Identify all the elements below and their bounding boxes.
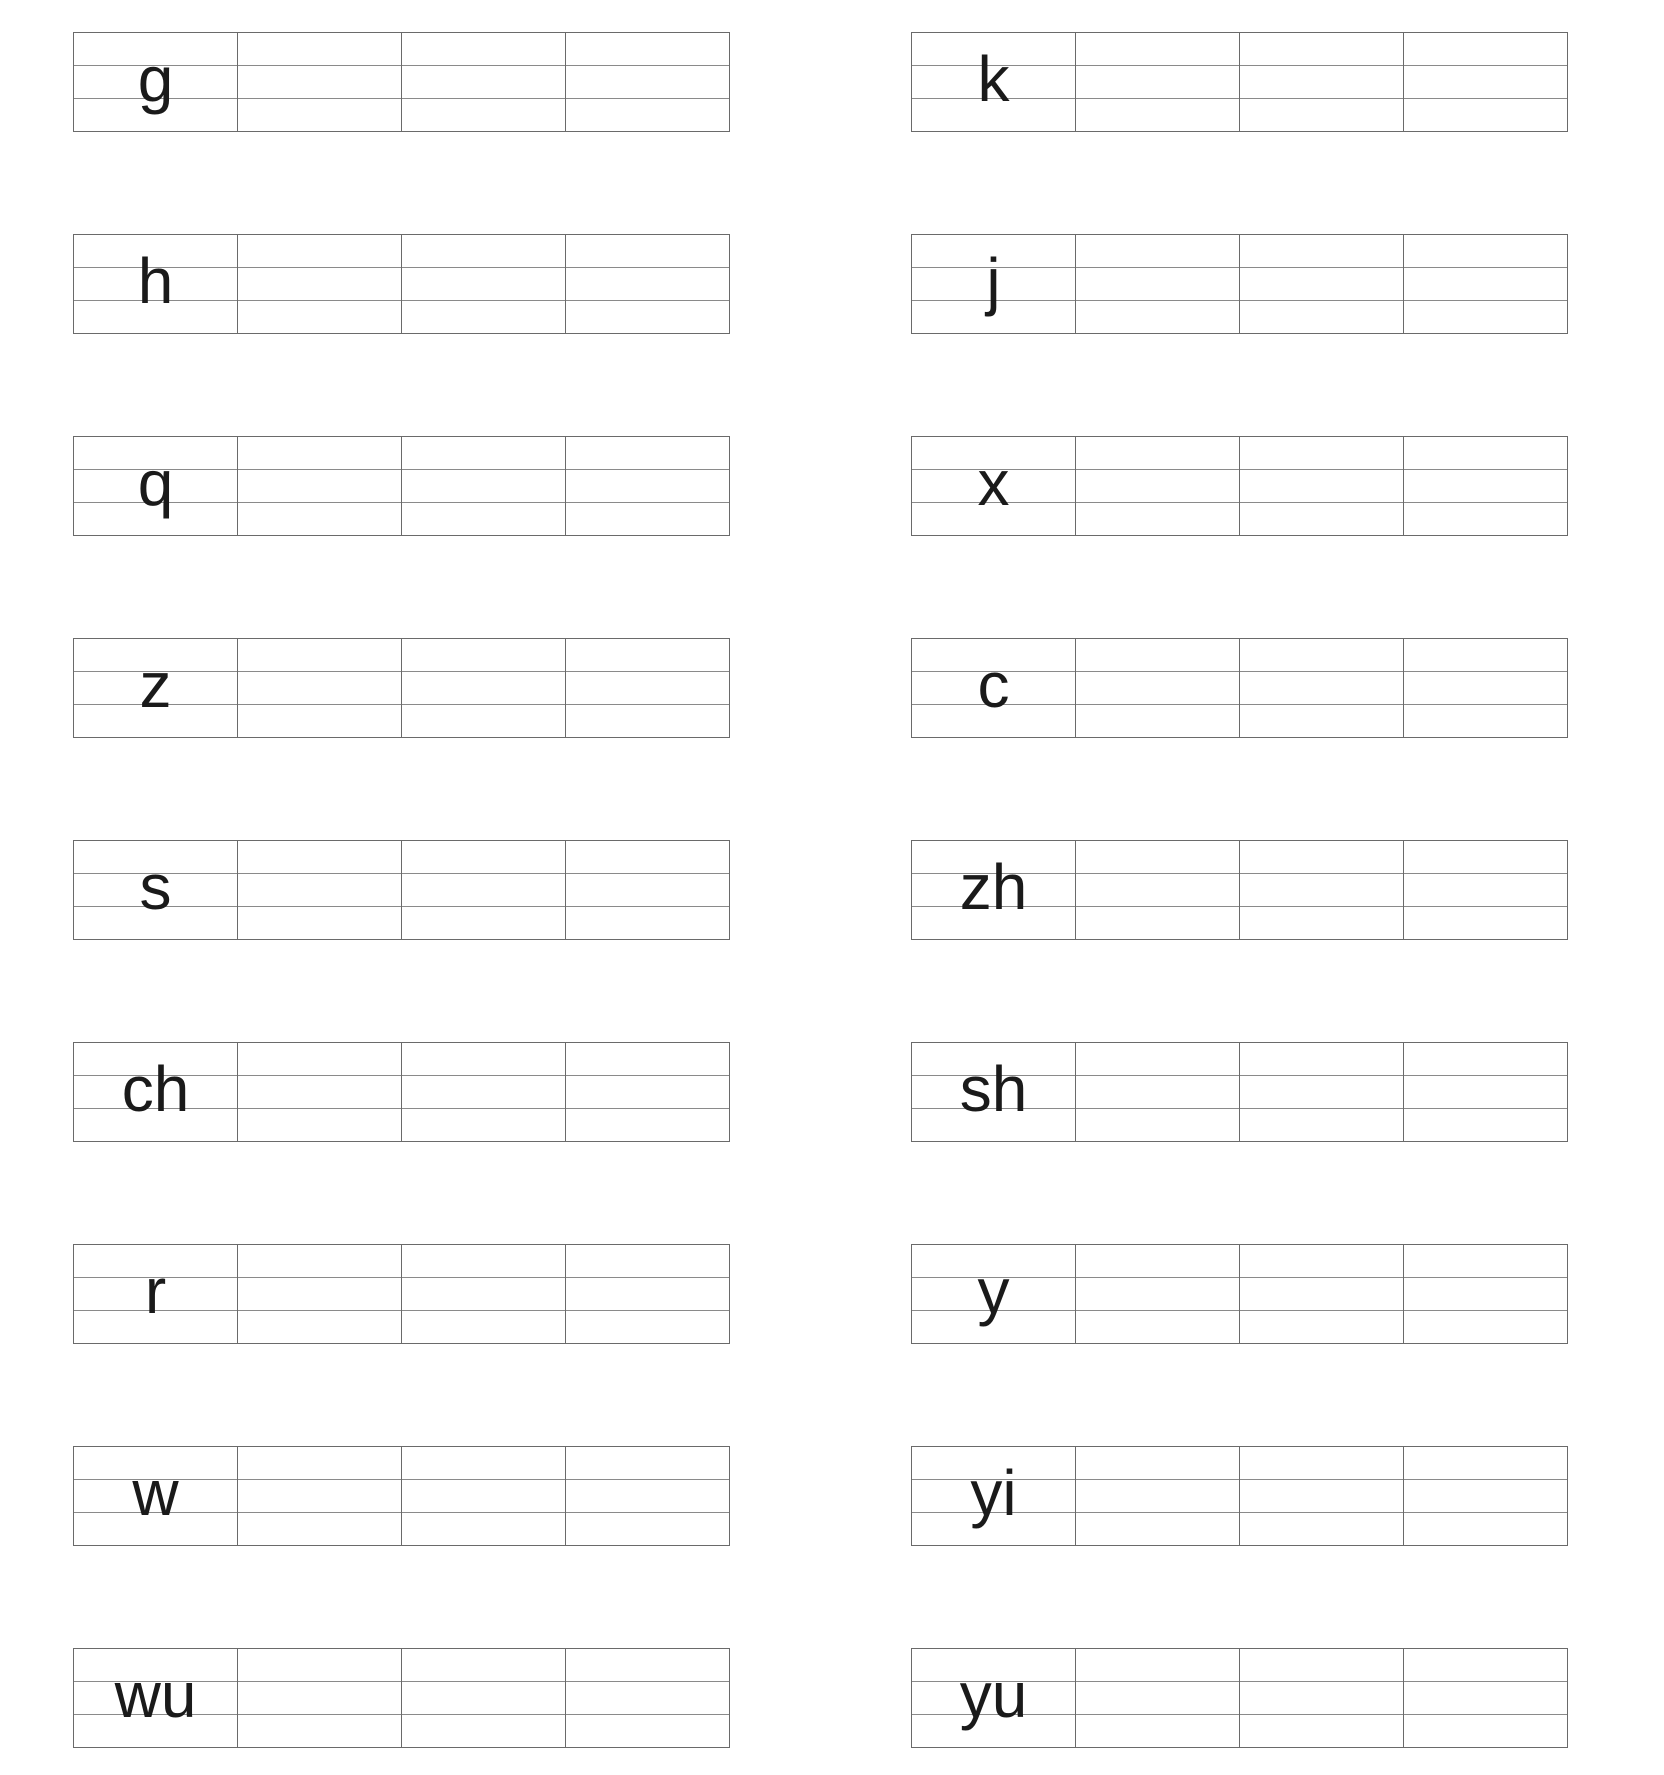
writing-cell[interactable] xyxy=(1239,841,1403,939)
example-cell xyxy=(74,841,237,939)
writing-cell[interactable] xyxy=(237,437,401,535)
example-cell xyxy=(74,437,237,535)
writing-cell[interactable] xyxy=(1239,1649,1403,1747)
writing-cell[interactable] xyxy=(1075,437,1239,535)
right-column xyxy=(911,32,1568,1748)
writing-cell[interactable] xyxy=(1075,1245,1239,1343)
practice-row-r xyxy=(73,1244,730,1344)
practice-row-wu xyxy=(73,1648,730,1748)
example-cell xyxy=(74,33,237,131)
left-column xyxy=(73,32,730,1748)
writing-cell[interactable] xyxy=(401,1649,565,1747)
writing-cell[interactable] xyxy=(237,1447,401,1545)
writing-cell[interactable] xyxy=(565,639,729,737)
writing-cell[interactable] xyxy=(1239,437,1403,535)
writing-cell[interactable] xyxy=(1239,235,1403,333)
example-letter: k xyxy=(977,43,1010,115)
example-cell xyxy=(74,1043,237,1141)
writing-cell[interactable] xyxy=(1239,33,1403,131)
writing-cell[interactable] xyxy=(1403,235,1567,333)
example-letter: w xyxy=(132,1457,179,1529)
writing-cell[interactable] xyxy=(565,1043,729,1141)
example-cell xyxy=(74,1447,237,1545)
practice-row-j xyxy=(911,234,1568,334)
practice-row-x xyxy=(911,436,1568,536)
writing-cell[interactable] xyxy=(565,33,729,131)
writing-cell[interactable] xyxy=(401,639,565,737)
writing-cell[interactable] xyxy=(237,1649,401,1747)
example-cell xyxy=(74,1649,237,1747)
writing-cell[interactable] xyxy=(565,235,729,333)
example-letter: sh xyxy=(959,1053,1028,1125)
example-cell xyxy=(912,841,1075,939)
writing-cell[interactable] xyxy=(1075,1447,1239,1545)
writing-cell[interactable] xyxy=(1403,639,1567,737)
example-letter: c xyxy=(977,649,1010,721)
practice-row-z xyxy=(73,638,730,738)
example-letter: j xyxy=(986,245,1001,317)
writing-cell[interactable] xyxy=(401,235,565,333)
practice-row-g xyxy=(73,32,730,132)
writing-cell[interactable] xyxy=(401,33,565,131)
writing-cell[interactable] xyxy=(1403,33,1567,131)
writing-cell[interactable] xyxy=(1075,841,1239,939)
practice-row-zh xyxy=(911,840,1568,940)
writing-cell[interactable] xyxy=(1403,841,1567,939)
example-cell xyxy=(912,437,1075,535)
writing-cell[interactable] xyxy=(237,33,401,131)
writing-cell[interactable] xyxy=(1239,1447,1403,1545)
practice-row-sh xyxy=(911,1042,1568,1142)
example-letter: s xyxy=(139,851,172,923)
example-letter: z xyxy=(139,649,172,721)
writing-cell[interactable] xyxy=(237,1245,401,1343)
example-cell xyxy=(912,1043,1075,1141)
example-cell xyxy=(912,33,1075,131)
example-cell xyxy=(74,235,237,333)
example-letter: h xyxy=(137,245,174,317)
example-letter: ch xyxy=(121,1053,190,1125)
writing-cell[interactable] xyxy=(1403,1649,1567,1747)
writing-cell[interactable] xyxy=(1403,1245,1567,1343)
example-letter: yi xyxy=(970,1457,1017,1529)
example-letter: zh xyxy=(959,851,1028,923)
writing-cell[interactable] xyxy=(401,1245,565,1343)
practice-row-y xyxy=(911,1244,1568,1344)
example-cell xyxy=(912,1245,1075,1343)
writing-cell[interactable] xyxy=(1239,1245,1403,1343)
practice-row-c xyxy=(911,638,1568,738)
example-cell xyxy=(912,1447,1075,1545)
practice-row-w xyxy=(73,1446,730,1546)
writing-cell[interactable] xyxy=(237,639,401,737)
writing-cell[interactable] xyxy=(401,841,565,939)
writing-cell[interactable] xyxy=(401,1447,565,1545)
writing-cell[interactable] xyxy=(237,841,401,939)
writing-cell[interactable] xyxy=(565,437,729,535)
practice-row-yi xyxy=(911,1446,1568,1546)
writing-cell[interactable] xyxy=(237,1043,401,1141)
example-cell xyxy=(912,235,1075,333)
practice-row-h xyxy=(73,234,730,334)
example-cell xyxy=(74,1245,237,1343)
writing-cell[interactable] xyxy=(1403,1043,1567,1141)
writing-cell[interactable] xyxy=(1075,235,1239,333)
writing-cell[interactable] xyxy=(1239,639,1403,737)
writing-cell[interactable] xyxy=(1403,1447,1567,1545)
example-letter: wu xyxy=(114,1659,197,1731)
practice-row-q xyxy=(73,436,730,536)
writing-cell[interactable] xyxy=(1239,1043,1403,1141)
example-letter: y xyxy=(977,1255,1010,1327)
writing-cell[interactable] xyxy=(565,841,729,939)
practice-row-k xyxy=(911,32,1568,132)
example-cell xyxy=(912,1649,1075,1747)
writing-cell[interactable] xyxy=(1403,437,1567,535)
example-letter: q xyxy=(137,447,174,519)
example-cell xyxy=(912,639,1075,737)
writing-cell[interactable] xyxy=(237,235,401,333)
writing-cell[interactable] xyxy=(1075,33,1239,131)
example-cell xyxy=(74,639,237,737)
writing-cell[interactable] xyxy=(401,437,565,535)
writing-cell[interactable] xyxy=(1075,1043,1239,1141)
practice-row-yu xyxy=(911,1648,1568,1748)
example-letter: r xyxy=(144,1255,167,1327)
writing-cell[interactable] xyxy=(565,1649,729,1747)
writing-cell[interactable] xyxy=(401,1043,565,1141)
practice-row-s xyxy=(73,840,730,940)
writing-cell[interactable] xyxy=(565,1245,729,1343)
writing-cell[interactable] xyxy=(565,1447,729,1545)
example-letter: yu xyxy=(959,1659,1028,1731)
example-letter: g xyxy=(137,43,174,115)
writing-cell[interactable] xyxy=(1075,639,1239,737)
writing-cell[interactable] xyxy=(1075,1649,1239,1747)
practice-row-ch xyxy=(73,1042,730,1142)
example-letter: x xyxy=(977,447,1010,519)
